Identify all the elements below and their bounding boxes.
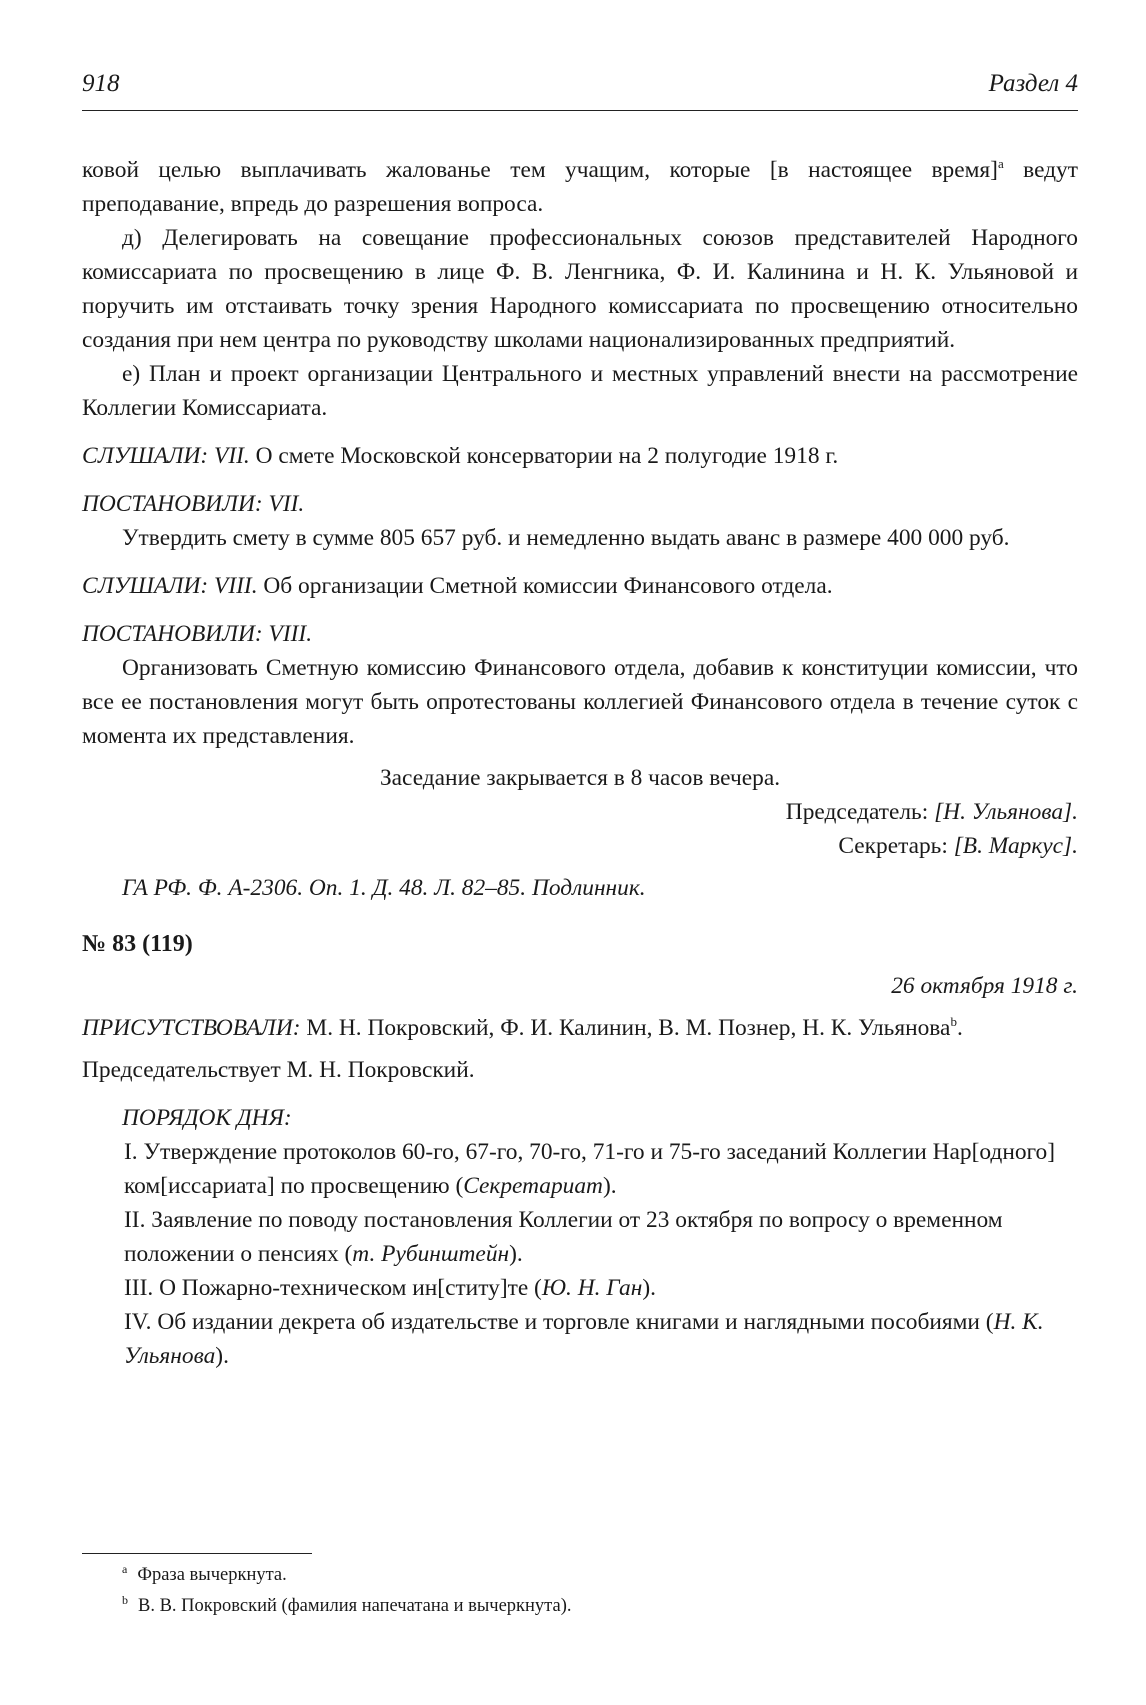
- resolved-8-text: Организовать Сметную комиссию Финансового отдела, добавив к конституции комиссии, что все ее постановления могут быть опротестованы коллегией Финансового отдела в течение суток с момента их представления.: [82, 655, 1078, 749]
- footnote-rule: [82, 1553, 312, 1554]
- archive-reference: ГА РФ. Ф. А-2306. Оп. 1. Д. 48. Л. 82–85. Подлинник.: [122, 875, 646, 901]
- resolved-7-label: ПОСТАНОВИЛИ: VII.: [82, 491, 305, 517]
- secretary-signature: Секретарь: [В. Маркус].: [838, 833, 1078, 859]
- chair-line: Председательствует М. Н. Покровский.: [82, 1057, 475, 1083]
- section-title: Раздел 4: [988, 70, 1078, 97]
- protocol-number: № 83 (119): [82, 931, 193, 957]
- item-e: е) План и проект организации Центрального и местных управлений внести на рассмотрение Коллегии Комиссариата.: [82, 361, 1078, 421]
- footnotes: [82, 1560, 1078, 1622]
- footnote-a: $^а$ Фраза вычеркнута.: [122, 1561, 287, 1585]
- resolved-7-text: Утвердить смету в сумме 805 657 руб. и немедленно выдать аванс в размере 400 000 руб.: [122, 525, 1010, 551]
- protocol-date: 26 октября 1918 г.: [891, 973, 1078, 999]
- item-d: д) Делегировать на совещание профессиональных союзов представителей Народного комиссариата по просвещению в лице Ф. В. Ленгника, Ф. И. Калинина и Н. К. Ульяновой и поручить им отстаивать точку зрения Народного комиссариата по просвещению относительно создания при нем центра по руководству школами национализированных предприятий.: [82, 225, 1078, 353]
- header-rule: [82, 110, 1078, 111]
- agenda-item: II. Заявление по поводу постановления Коллегии от 23 октября по вопросу о временном положении о пенсиях (т. Рубинштейн).: [124, 1207, 1003, 1267]
- present-list: ПРИСУТСТВОВАЛИ: М. Н. Покровский, Ф. И. Калинин, В. М. Познер, Н. К. Ульянова$^b$.: [82, 1014, 963, 1041]
- chair-signature: Председатель: [Н. Ульянова].: [785, 799, 1078, 825]
- continuation-paragraph: ковой целью выплачивать жалованье тем учащим, которые [в настоящее время]$^а$ ведут преподавание, впредь до разрешения вопроса.: [82, 156, 1078, 217]
- heard-8: СЛУШАЛИ: VIII. Об организации Сметной комиссии Финансового отдела.: [82, 573, 833, 599]
- agenda-item: IV. Об издании декрета об издательстве и торговле книгами и наглядными пособиями (Н. К. Ульянова).: [124, 1309, 1044, 1369]
- footnote-b: $^b$ В. В. Покровский (фамилия напечатана и вычеркнута).: [122, 1592, 572, 1616]
- main-text: [82, 153, 1078, 1373]
- closing-line: Заседание закрывается в 8 часов вечера.: [379, 765, 781, 791]
- footnote-ref-a: а: [997, 156, 1004, 172]
- heard-7: СЛУШАЛИ: VII. О смете Московской консерватории на 2 полугодие 1918 г.: [82, 443, 839, 469]
- page-number: 918: [82, 70, 120, 97]
- agenda-item: III. О Пожарно-техническом ин[ститу]те (Ю. Н. Ган).: [124, 1275, 656, 1301]
- footnote-ref-b: b: [950, 1014, 957, 1030]
- agenda-heading: ПОРЯДОК ДНЯ:: [122, 1105, 292, 1131]
- agenda-item: I. Утверждение протоколов 60-го, 67-го, 70-го, 71-го и 75-го заседаний Коллегии Нар[одного] ком[иссариата] по просвещению (Секретариат).: [124, 1139, 1056, 1199]
- running-header: [82, 70, 1078, 110]
- resolved-8-label: ПОСТАНОВИЛИ: VIII.: [82, 621, 313, 647]
